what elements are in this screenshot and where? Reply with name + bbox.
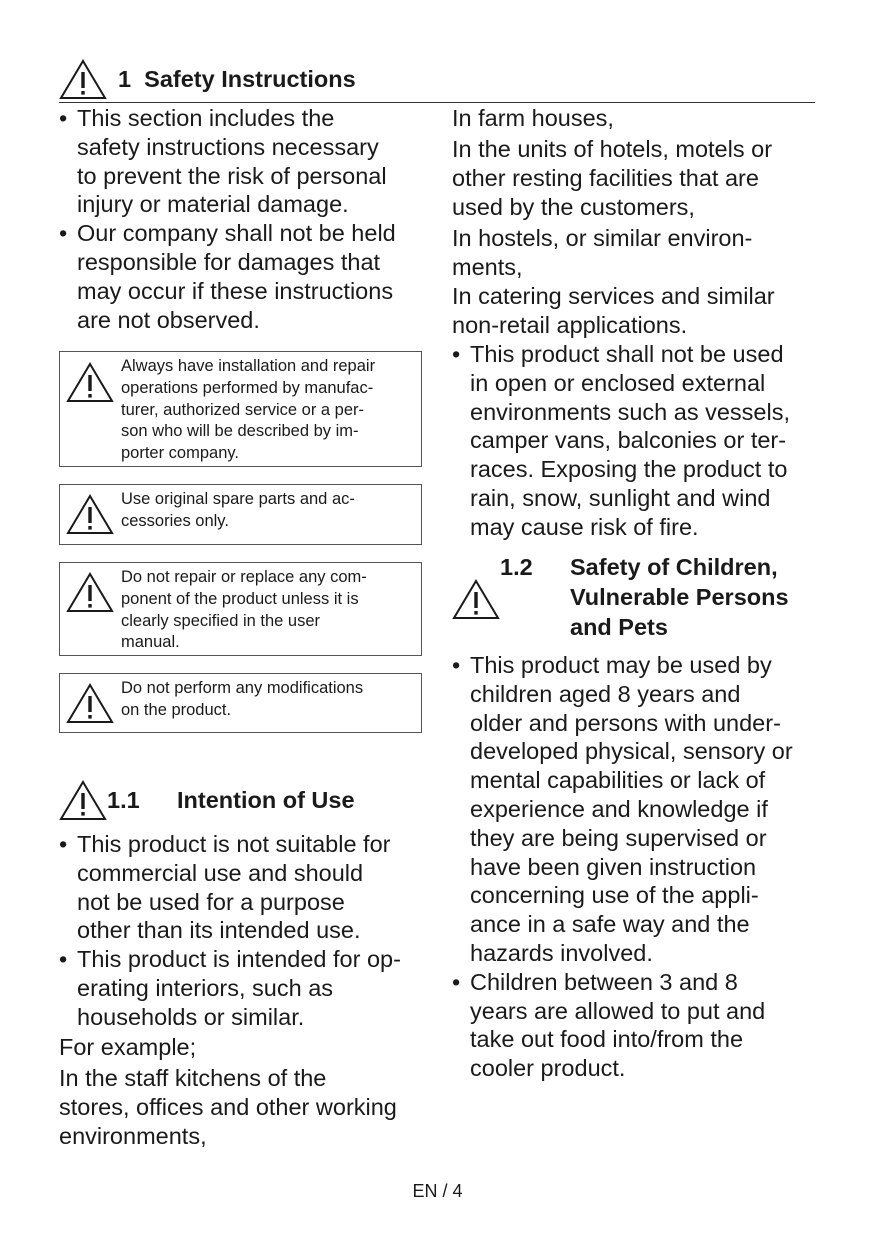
warning-box-installation bbox=[59, 351, 422, 467]
warning-triangle-icon bbox=[66, 571, 114, 613]
section-1-bullets bbox=[59, 104, 429, 334]
list-item: • This product is intended for op- erating interiors, such as households or similar. bbox=[59, 945, 429, 1031]
warning-triangle-icon bbox=[66, 361, 114, 403]
warning-text: Do not perform any modifications on the product. bbox=[121, 679, 364, 719]
warning-text: Use original spare parts and ac- cessories only. bbox=[121, 490, 355, 530]
outdoor-bullet-list bbox=[452, 340, 822, 542]
page-number: EN / 4 bbox=[412, 1181, 463, 1201]
warning-triangle-icon bbox=[59, 779, 107, 821]
example-hostels: In hostels, or similar environ- ments, bbox=[452, 225, 753, 280]
list-item: • Our company shall not be held responsible for damages that may occur if these instructions are not observed. bbox=[59, 219, 429, 334]
section-number: 1 bbox=[118, 66, 132, 92]
section-1-1-title: Intention of Use bbox=[177, 787, 355, 813]
for-example-label: For example; bbox=[59, 1034, 197, 1060]
warning-triangle-icon bbox=[66, 682, 114, 724]
warning-triangle-icon bbox=[66, 493, 114, 535]
heading-rule bbox=[59, 102, 815, 103]
list-item: • This product may be used by children aged 8 years and older and persons with under- developed physical, sensory or mental capabilities or lack of experience and knowledge if they are being supervised or have been given instruction concerning use of the appli- ance in a safe way and the hazards involved. bbox=[452, 651, 822, 968]
section-1-2-number: 1.2 bbox=[500, 554, 533, 580]
example-hotels: In the units of hotels, motels or other resting facilities that are used by the customers, bbox=[452, 136, 773, 220]
section-1-heading bbox=[118, 64, 356, 94]
section-1-1-bullets bbox=[59, 830, 429, 1032]
section-title: Safety Instructions bbox=[144, 66, 356, 92]
list-item: • Children between 3 and 8 years are allowed to put and take out food into/from the cooler product. bbox=[452, 968, 822, 1083]
section-1-2-title: Safety of Children, Vulnerable Persons and Pets bbox=[570, 554, 789, 640]
example-catering: In catering services and similar non-retail applications. bbox=[452, 283, 775, 338]
list-item: • This section includes the safety instructions necessary to prevent the risk of personal injury or material damage. bbox=[59, 104, 429, 219]
warning-text: Always have installation and repair operations performed by manufac- turer, authorized service or a per- son who will be described by im- porter company. bbox=[121, 357, 376, 463]
example-farm-houses: In farm houses, bbox=[452, 105, 614, 131]
list-item: • This product is not suitable for commercial use and should not be used for a purpose other than its intended use. bbox=[59, 830, 429, 945]
warning-box-repair bbox=[59, 562, 422, 656]
section-1-2-bullets bbox=[452, 651, 822, 1083]
warning-triangle-icon bbox=[59, 58, 107, 100]
warning-box-modifications bbox=[59, 673, 422, 733]
section-1-1-number: 1.1 bbox=[107, 787, 140, 813]
warning-box-spare-parts bbox=[59, 484, 422, 545]
warning-triangle-icon bbox=[452, 578, 500, 620]
example-staff-kitchens: In the staff kitchens of the stores, offices and other working environments, bbox=[59, 1065, 397, 1149]
warning-text: Do not repair or replace any com- ponent of the product unless it is clearly specified in the user manual. bbox=[121, 568, 367, 652]
list-item: • This product shall not be used in open or enclosed external environments such as vessels, camper vans, balconies or ter- races. Exposing the product to rain, snow, sunlight and wind may cause risk of fire. bbox=[452, 340, 822, 542]
